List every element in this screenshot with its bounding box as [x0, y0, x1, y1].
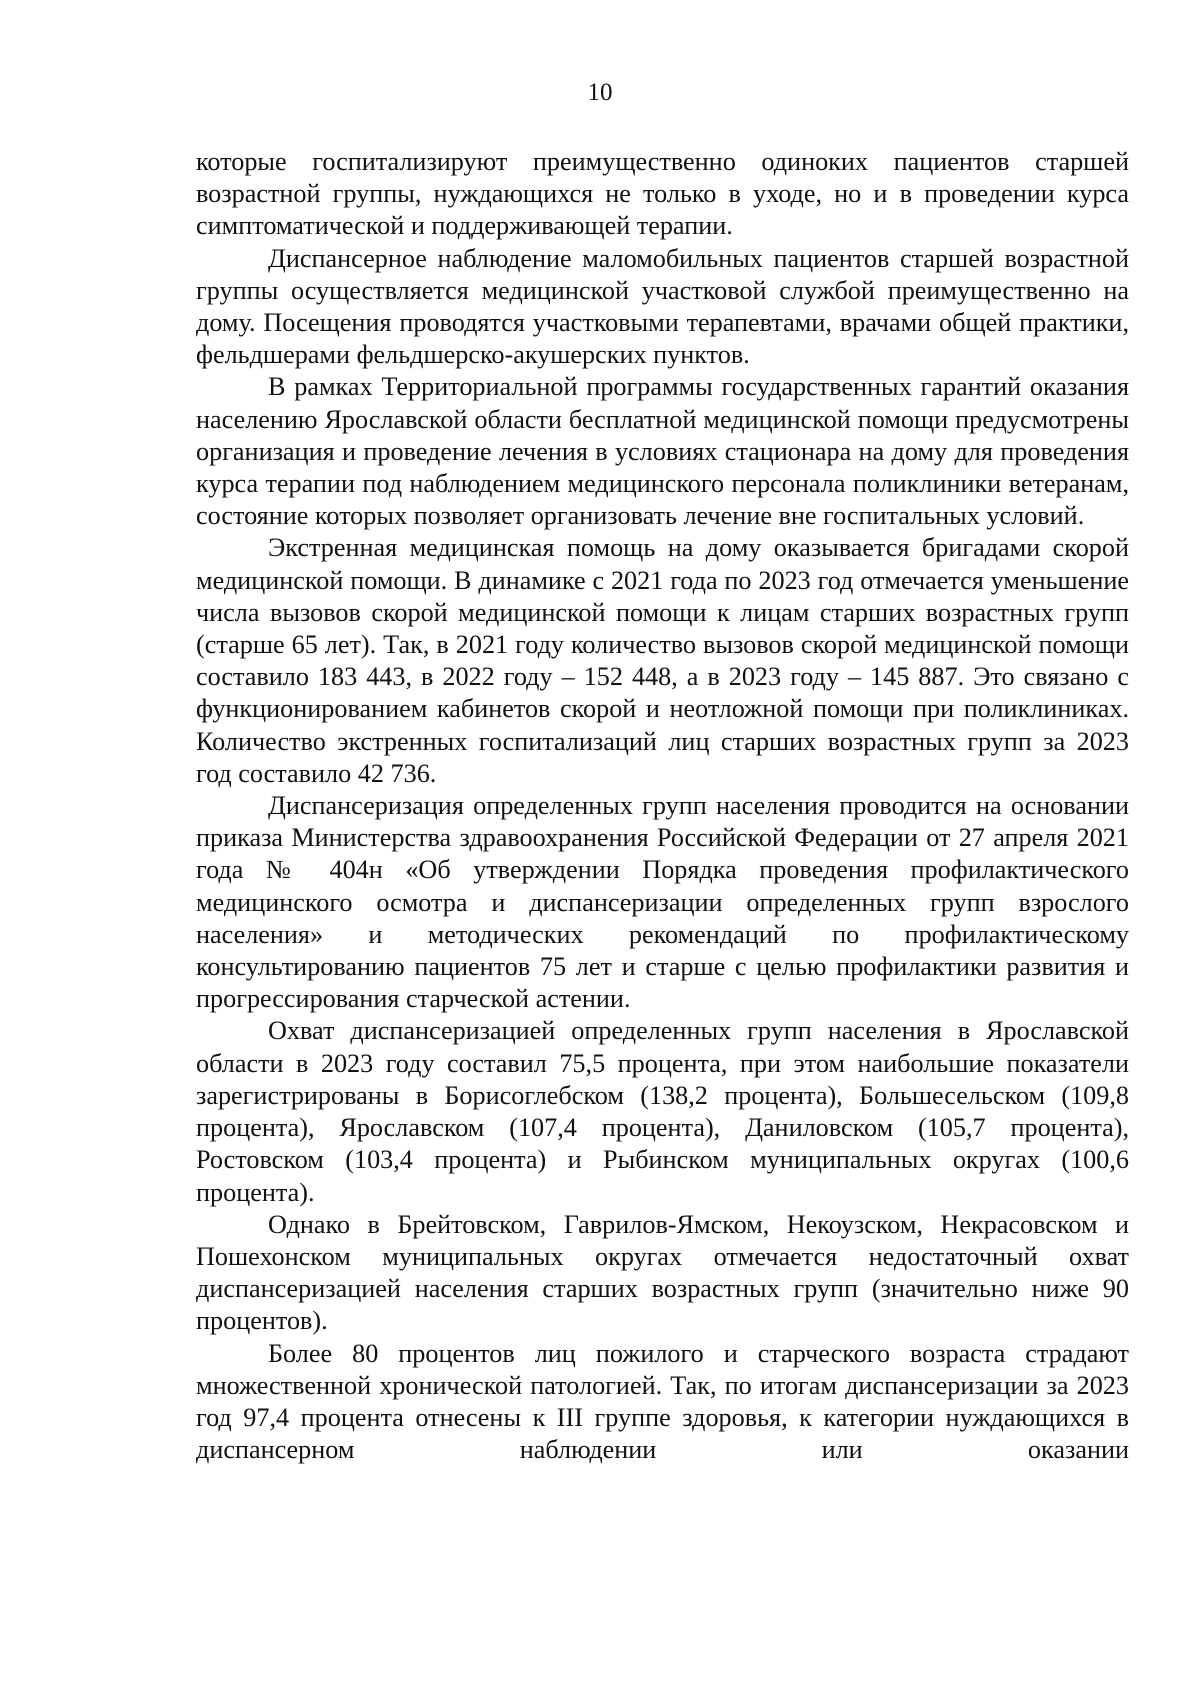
paragraph-emergency-care: Экстренная медицинская помощь на дому оказывается бригадами скорой медицинской помощи. В динамике с 2021 года по 2023 год отмечается уменьшение числа вызовов скорой медицинской помощи к лицам старших возрастных групп (старше 65 лет). Так, в 2021 году количество вызовов скорой медицинской помощи составило 183 443, в 2022 году – 152 448, а в 2023 году – 145 887. Это связано с функционированием кабинетов скорой и неотложной помощи при поликлиниках. Количество экстренных госпитализаций лиц старших возрастных групп за 2023 год составило 42 736.: [196, 533, 1129, 788]
paragraph-coverage-stats: Охват диспансеризацией определенных групп населения в Ярославской области в 2023 году составил 75,5 процента, при этом наибольшие показатели зарегистрированы в Борисоглебском (138,2 процента), Большесельском (109,8 процента), Ярославском (107,4 процента), Даниловском (105,7 процента), Ростовском (103,4 процента) и Рыбинском муниципальных округах (100,6 процента).: [196, 1016, 1129, 1207]
page-number: 10: [587, 79, 613, 106]
paragraph-dispensarization-order: Диспансеризация определенных групп населения проводится на основании приказа Министерства здравоохранения Российской Федерации от 27 апреля 2021 года № 404н «Об утверждении Порядка проведения профилактического медицинского осмотра и диспансеризации определенных групп взрослого населения» и методических рекомендаций по профилактическому консультированию пациентов 75 лет и старше с целью профилактики развития и прогрессирования старческой астении.: [196, 791, 1129, 1014]
paragraph-chronic-pathology: Более 80 процентов лиц пожилого и старческого возраста страдают множественной хронической патологией. Так, по итогам диспансеризации за 2023 год 97,4 процента отнесены к III группе здоровья, к категории нуждающихся в диспансерном наблюдении или оказании: [196, 1338, 1129, 1465]
paragraph-continuation: которые госпитализируют преимущественно одиноких пациентов старшей возрастной группы, нуждающихся не только в уходе, но и в проведении курса симптоматической и поддерживающей терапии.: [196, 147, 1129, 241]
paragraph-territorial-program: В рамках Территориальной программы государственных гарантий оказания населению Ярославской области бесплатной медицинской помощи предусмотрены организация и проведение лечения в условиях стационара на дому для проведения курса терапии под наблюдением медицинского персонала поликлиники ветеранам, состояние которых позволяет организовать лечение вне госпитальных условий.: [196, 372, 1129, 531]
document-body: [196, 146, 1129, 1466]
paragraph-home-observation: Диспансерное наблюдение маломобильных пациентов старшей возрастной группы осуществляется медицинской участковой службой преимущественно на дому. Посещения проводятся участковыми терапевтами, врачами общей практики, фельдшерами фельдшерско-акушерских пунктов.: [196, 243, 1129, 370]
paragraph-insufficient-coverage: Однако в Брейтовском, Гаврилов-Ямском, Некоузском, Некрасовском и Пошехонском муниципальных округах отмечается недостаточный охват диспансеризацией населения старших возрастных групп (значительно ниже 90 процентов).: [196, 1209, 1129, 1336]
